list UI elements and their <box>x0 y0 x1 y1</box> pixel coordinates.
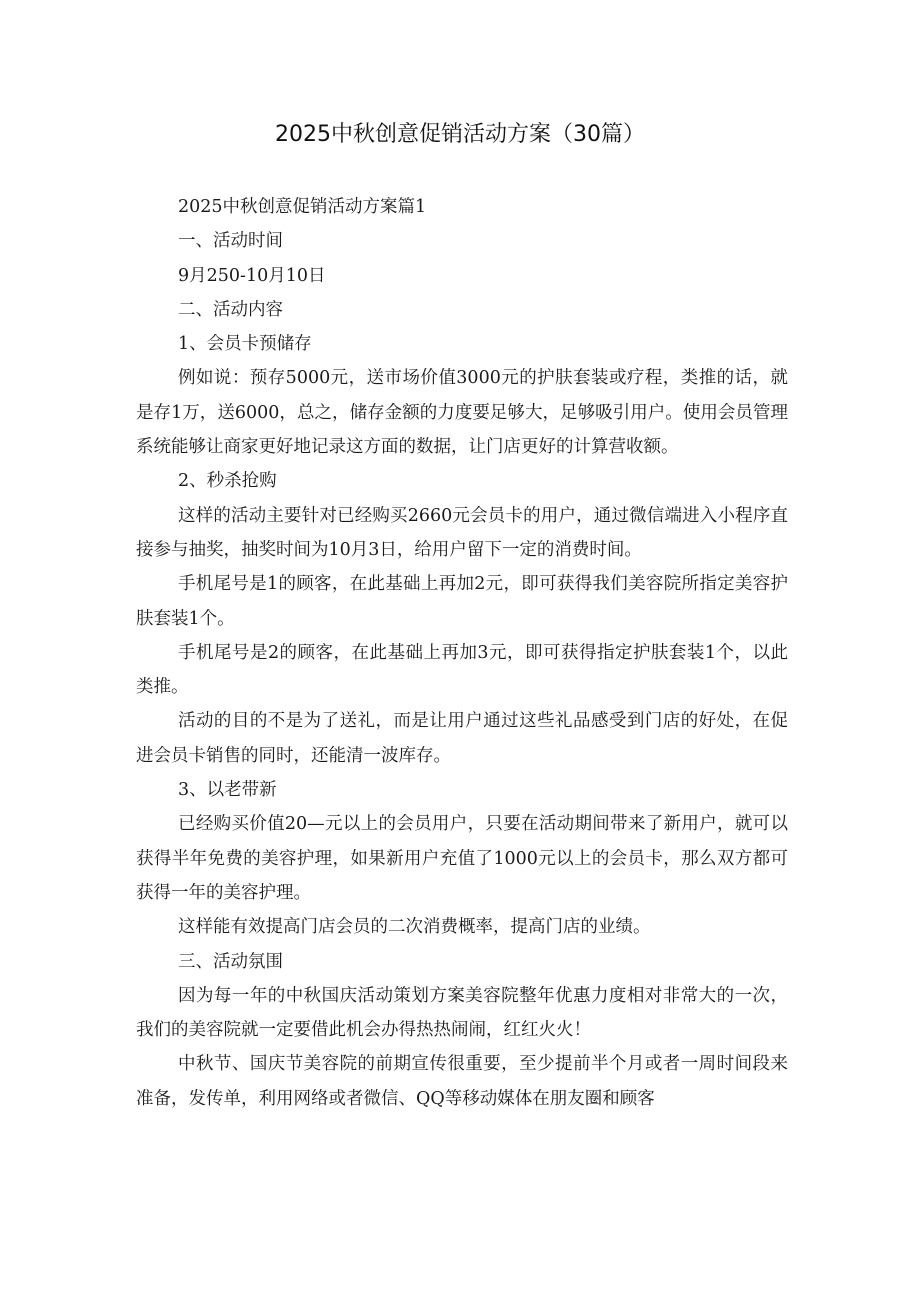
paragraph: 活动的目的不是为了送礼，而是让用户通过这些礼品感受到门店的好处，在促进会员卡销售的同时，还能清一波库存。 <box>136 711 788 766</box>
subsection-heading: 二、活动内容 <box>178 299 283 320</box>
paragraph: 中秋节、国庆节美容院的前期宣传很重要，至少提前半个月或者一周时间段来准备，发传单，利用网络或者微信、QQ等移动媒体在朋友圈和顾客 <box>136 1054 788 1109</box>
document-title: 2025中秋创意促销活动方案（30篇） <box>275 122 645 147</box>
section-heading: 2025中秋创意促销活动方案篇1 <box>178 197 427 217</box>
document-body <box>136 190 788 1116</box>
subsection-heading: 一、活动时间 <box>178 231 283 252</box>
paragraph: 这样能有效提高门店会员的二次消费概率，提高门店的业绩。 <box>178 917 651 938</box>
paragraph: 例如说：预存5000元，送市场价值3000元的护肤套装或疗程，类推的话，就是存1万，送6000，总之，储存金额的力度要足够大，足够吸引用户。使用会员管理系统能够让商家更好地记录这方面的数据，让门店更好的计算营收额。 <box>136 368 788 458</box>
subsection-heading: 三、活动氛围 <box>178 951 283 972</box>
paragraph: 手机尾号是1的顾客，在此基础上再加2元，即可获得我们美容院所指定美容护肤套装1个。 <box>136 574 788 629</box>
item-heading: 3、以老带新 <box>178 780 277 801</box>
paragraph: 因为每一年的中秋国庆活动策划方案美容院整年优惠力度相对非常大的一次，我们的美容院就一定要借此机会办得热热闹闹，红红火火！ <box>136 985 788 1041</box>
paragraph: 这样的活动主要针对已经购买2660元会员卡的用户，通过微信端进入小程序直接参与抽奖，抽奖时间为10月3日，给用户留下一定的消费时间。 <box>136 505 788 560</box>
paragraph: 手机尾号是2的顾客，在此基础上再加3元，即可获得指定护肤套装1个，以此类推。 <box>136 642 788 698</box>
item-heading: 1、会员卡预储存 <box>178 334 312 355</box>
paragraph: 已经购买价值20—元以上的会员用户，只要在活动期间带来了新用户，就可以获得半年免费的美容护理，如果新用户充值了1000元以上的会员卡，那么双方都可获得一年的美容护理。 <box>136 814 788 903</box>
paragraph: 9月250-10月10日 <box>178 265 326 286</box>
item-heading: 2、秒杀抢购 <box>178 471 277 492</box>
